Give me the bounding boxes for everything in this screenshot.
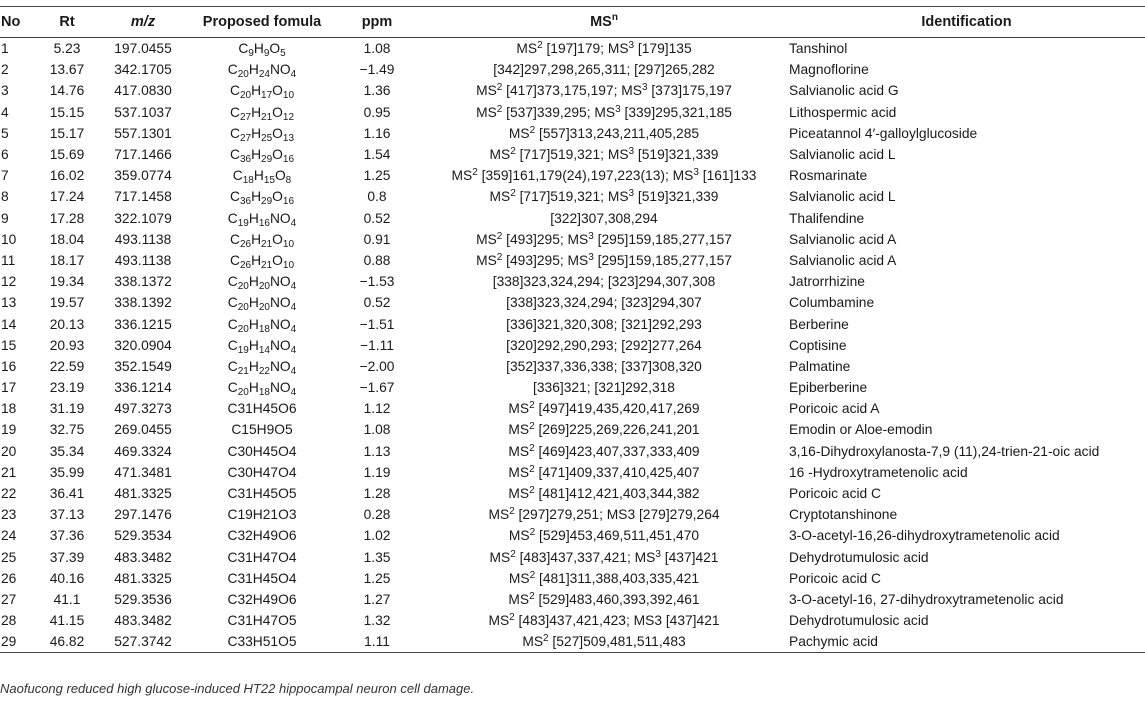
cell-formula: C33H51O5	[190, 631, 334, 653]
table-row	[0, 313, 1145, 334]
cell-formula: C31H45O6	[227, 401, 297, 417]
cell-rt: 19.57	[49, 295, 85, 311]
cell-mz: 529.3536	[114, 591, 172, 607]
cell-identification: Dehydrotumulosic acid	[789, 613, 929, 629]
cell-formula: C32H49O6	[227, 528, 297, 544]
cell-identification: Poricoic acid A	[789, 401, 880, 417]
cell-mz: 471.3481	[114, 464, 172, 480]
cell-rt: 18.04	[49, 231, 85, 247]
cell-formula: $C_{27}H_{21}O_{12}$	[229, 104, 295, 123]
table-row	[0, 186, 1145, 207]
cell-mz: 338.1372	[114, 274, 172, 290]
cell-mz: 481.3325	[114, 570, 172, 586]
cell-no: 19	[1, 422, 17, 438]
cell-ppm: 0.95	[363, 104, 391, 120]
cell-ppm: 0.52	[363, 295, 391, 311]
cell-ppm: −1.67	[359, 380, 395, 396]
table-row	[0, 377, 1145, 398]
cell-identification: Pachymic acid	[788, 631, 1145, 653]
cell-ppm: 1.12	[363, 401, 391, 417]
cell-msn: $MS^2$ [557]313,243,211,405,285	[508, 124, 700, 141]
cell-rt: 15.17	[49, 125, 85, 141]
cell-rt: 18.17	[49, 252, 85, 268]
cell-rt: 37.36	[49, 528, 85, 544]
cell-msn: $MS^2$ [483]437,421,423; MS3 [437]421	[488, 612, 720, 629]
table-row	[0, 38, 1145, 60]
cell-ppm: 1.36	[363, 83, 391, 99]
cell-ppm: −1.51	[359, 316, 395, 332]
cell-identification: Tanshinol	[789, 41, 848, 57]
cell-msn: $MS^2$ [493]295; $MS^3$ [295]159,185,277,157	[476, 230, 732, 247]
cell-mz: 493.1138	[114, 231, 172, 247]
cell-mz: 469.3324	[114, 443, 172, 459]
cell-no: 10	[1, 231, 17, 247]
cell-ppm: 1.13	[363, 443, 391, 459]
cell-ppm: 1.54	[363, 147, 391, 163]
cell-msn: $MS^2$ [481]412,421,403,344,382	[508, 485, 700, 502]
cell-no: 1	[1, 41, 9, 57]
cell-msn: $MS^2$ [493]295; $MS^3$ [295]159,185,277,157	[476, 251, 732, 268]
cell-no: 9	[1, 210, 9, 226]
cell-ppm: 1.08	[363, 41, 391, 57]
cell-identification: Rosmarinate	[789, 168, 868, 184]
header-msn-base: MS	[590, 14, 612, 30]
cell-ppm: 1.28	[363, 486, 391, 502]
cell-ppm: 1.35	[363, 549, 391, 565]
table-row	[0, 59, 1145, 80]
cell-no: 23	[1, 507, 17, 523]
table-row	[0, 547, 1145, 568]
table-row	[0, 441, 1145, 462]
cell-ppm: 1.11	[334, 631, 420, 653]
header-rt: Rt	[38, 7, 96, 38]
cell-formula: C32H49O6	[227, 591, 297, 607]
table-row	[0, 610, 1145, 631]
cell-no: 14	[1, 316, 17, 332]
cell-formula: $C_9H_9O_5$	[238, 41, 286, 60]
cell-identification: 3-O-acetyl-16, 27-dihydroxytrametenolic acid	[789, 591, 1064, 607]
cell-formula: C31H47O5	[227, 613, 297, 629]
cell-formula: C30H45O4	[227, 443, 297, 459]
cell-no: 22	[1, 486, 17, 502]
cell-formula: $C_{20}H_{20}NO_4$	[227, 274, 297, 293]
cell-rt: 15.15	[49, 104, 85, 120]
table-row	[0, 292, 1145, 313]
cell-rt: 40.16	[49, 570, 85, 586]
cell-msn: [322]307,308,294	[550, 210, 658, 226]
table-row	[0, 123, 1145, 144]
header-ppm: ppm	[334, 7, 420, 38]
cell-identification: 3,16-Dihydroxylanosta-7,9 (11),24-trien-21-oic acid	[789, 443, 1100, 459]
cell-msn: $MS^2$ [529]483,460,393,392,461	[508, 590, 700, 607]
cell-rt: 5.23	[53, 41, 81, 57]
cell-msn: $MS^2$ [483]437,337,421; $MS^3$ [437]421	[489, 548, 719, 565]
cell-formula: C15H9O5	[231, 422, 293, 438]
cell-identification: Poricoic acid C	[789, 570, 882, 586]
cell-mz: 297.1476	[114, 507, 172, 523]
cell-formula: $C_{26}H_{21}O_{10}$	[229, 231, 295, 250]
cell-identification: Lithospermic acid	[789, 104, 897, 120]
cell-ppm: 1.25	[363, 570, 391, 586]
cell-rt: 13.67	[49, 62, 85, 78]
table-row	[0, 483, 1145, 504]
cell-rt: 17.28	[49, 210, 85, 226]
table-row	[0, 631, 1145, 653]
header-msn	[420, 7, 788, 38]
cell-rt: 17.24	[49, 189, 85, 205]
cell-no: 25	[1, 549, 17, 565]
cell-no: 16	[1, 358, 17, 374]
cell-formula: $C_{20}H_{24}NO_4$	[227, 62, 297, 81]
table-row	[0, 589, 1145, 610]
cell-ppm: 1.25	[363, 168, 391, 184]
cell-msn: $MS^2$ [481]311,388,403,335,421	[508, 569, 700, 586]
cell-ppm: 0.52	[363, 210, 391, 226]
cell-identification: Poricoic acid C	[789, 486, 882, 502]
cell-rt: 32.75	[49, 422, 85, 438]
cell-ppm: 1.02	[363, 528, 391, 544]
table-row	[0, 229, 1145, 250]
cell-formula: $C_{20}H_{18}NO_4$	[227, 316, 297, 335]
header-identification: Identification	[788, 7, 1145, 38]
cell-identification: Salvianolic acid A	[789, 252, 897, 268]
cell-msn: $MS^2$ [417]373,175,197; $MS^3$ [373]175,197	[476, 82, 732, 99]
cell-mz: 557.1301	[114, 125, 172, 141]
cell-identification: Dehydrotumulosic acid	[789, 549, 929, 565]
cell-ppm: 1.19	[363, 464, 391, 480]
table-row	[0, 568, 1145, 589]
table-row	[0, 335, 1145, 356]
cell-no: 18	[1, 401, 17, 417]
table-row	[0, 250, 1145, 271]
cell-ppm: −1.53	[359, 274, 395, 290]
cell-msn: $MS^2$ [497]419,435,420,417,269	[508, 400, 700, 417]
cell-no: 29	[0, 631, 38, 653]
cell-ppm: −2.00	[359, 358, 395, 374]
cell-rt: 46.82	[38, 631, 96, 653]
cell-formula: $C_{20}H_{18}NO_4$	[227, 380, 297, 399]
cell-ppm: 0.91	[363, 231, 391, 247]
cell-no: 12	[1, 274, 17, 290]
cell-identification: Palmatine	[789, 358, 851, 374]
cell-identification: Salvianolic acid L	[789, 189, 896, 205]
header-formula: Proposed fomula	[190, 7, 334, 38]
table-row	[0, 504, 1145, 525]
cell-mz: 197.0455	[114, 41, 172, 57]
cell-msn: [342]297,298,265,311; [297]265,282	[493, 62, 715, 78]
cell-msn: $MS^2$ [527]509,481,511,483	[420, 631, 788, 653]
cell-no: 2	[1, 62, 9, 78]
header-no: No	[0, 7, 38, 38]
cell-msn: $MS^2$ [537]339,295; $MS^3$ [339]295,321,185	[476, 103, 732, 120]
cell-no: 11	[1, 252, 16, 268]
table-body	[0, 38, 1145, 653]
table-header	[0, 7, 1145, 38]
cell-msn: [320]292,290,293; [292]277,264	[506, 337, 702, 353]
cell-rt: 31.19	[49, 401, 85, 417]
cell-no: 13	[1, 295, 17, 311]
cell-no: 7	[1, 168, 9, 184]
cell-mz: 537.1037	[114, 104, 172, 120]
cell-formula: $C_{18}H_{15}O_8$	[232, 168, 292, 187]
cell-msn: [338]323,324,294; [323]294,307	[506, 295, 702, 311]
cell-identification: 3-O-acetyl-16,26-dihydroxytrametenolic acid	[789, 528, 1060, 544]
cell-no: 17	[1, 380, 17, 396]
header-msn-sup: n	[611, 12, 618, 23]
cell-rt: 20.13	[49, 316, 85, 332]
cell-ppm: 1.27	[363, 591, 391, 607]
cell-formula: $C_{36}H_{29}O_{16}$	[229, 189, 295, 208]
cell-msn: $MS^2$ [269]225,269,226,241,201	[508, 421, 700, 438]
cell-formula: $C_{36}H_{29}O_{16}$	[229, 147, 295, 166]
cell-ppm: 0.88	[363, 252, 391, 268]
cell-identification: Emodin or Aloe-emodin	[789, 422, 933, 438]
cell-msn: $MS^2$ [717]519,321; $MS^3$ [519]321,339	[489, 146, 719, 163]
cell-no: 20	[1, 443, 17, 459]
cell-mz: 481.3325	[114, 486, 172, 502]
cell-mz: 527.3742	[96, 631, 190, 653]
cell-rt: 15.69	[49, 147, 85, 163]
cell-mz: 529.3534	[114, 528, 172, 544]
cell-identification: Salvianolic acid L	[789, 147, 896, 163]
cell-formula: C19H21O3	[227, 507, 297, 523]
cell-formula: C30H47O4	[227, 464, 297, 480]
table-caption: Naofucong reduced high glucose-induced HT22 hippocampal neuron cell damage.	[0, 681, 475, 696]
cell-rt: 19.34	[49, 274, 85, 290]
cell-msn: [336]321,320,308; [321]292,293	[506, 316, 702, 332]
cell-no: 3	[1, 83, 9, 99]
cell-mz: 717.1458	[114, 189, 172, 205]
ms-identification-table	[0, 6, 1145, 653]
cell-ppm: 0.28	[363, 507, 391, 523]
cell-mz: 322.1079	[114, 210, 172, 226]
cell-msn: $MS^2$ [359]161,179(24),197,223(13); $MS^3$ [161]133	[451, 167, 757, 184]
cell-rt: 14.76	[49, 83, 85, 99]
cell-rt: 35.34	[49, 443, 85, 459]
cell-formula: $C_{27}H_{25}O_{13}$	[229, 125, 295, 144]
cell-rt: 22.59	[49, 358, 85, 374]
cell-ppm: −1.11	[360, 337, 394, 353]
cell-mz: 483.3482	[114, 613, 172, 629]
cell-identification: Berberine	[789, 316, 849, 332]
cell-mz: 497.3273	[114, 401, 172, 417]
table-row	[0, 102, 1145, 123]
table-row	[0, 462, 1145, 483]
cell-mz: 342.1705	[114, 62, 172, 78]
table-row	[0, 419, 1145, 440]
table-row	[0, 525, 1145, 546]
cell-msn: $MS^2$ [197]179; $MS^3$ [179]135	[516, 40, 692, 57]
cell-ppm: −1.49	[359, 62, 395, 78]
cell-formula: C31H45O4	[227, 570, 297, 586]
cell-identification: 16 -Hydroxytrametenolic acid	[789, 464, 968, 480]
cell-mz: 338.1392	[114, 295, 172, 311]
cell-identification: Piceatannol 4′-galloylglucoside	[789, 125, 978, 141]
cell-mz: 359.0774	[114, 168, 172, 184]
cell-msn: $MS^2$ [471]409,337,410,425,407	[508, 463, 700, 480]
cell-no: 4	[1, 104, 9, 120]
cell-msn: [338]323,324,294; [323]294,307,308	[492, 274, 716, 290]
cell-formula: $C_{19}H_{16}NO_4$	[227, 210, 297, 229]
cell-rt: 20.93	[49, 337, 85, 353]
cell-formula: $C_{20}H_{17}O_{10}$	[229, 83, 295, 102]
cell-mz: 483.3482	[114, 549, 172, 565]
cell-ppm: 1.08	[363, 422, 391, 438]
table-row	[0, 144, 1145, 165]
cell-rt: 41.1	[53, 591, 81, 607]
cell-no: 5	[1, 125, 9, 141]
cell-rt: 37.13	[49, 507, 85, 523]
cell-no: 15	[1, 337, 17, 353]
cell-no: 26	[1, 570, 17, 586]
cell-no: 28	[1, 613, 17, 629]
cell-mz: 336.1214	[114, 380, 172, 396]
cell-mz: 336.1215	[114, 316, 172, 332]
cell-rt: 23.19	[49, 380, 85, 396]
cell-identification: Thalifendine	[789, 210, 865, 226]
cell-mz: 352.1549	[114, 358, 172, 374]
cell-identification: Cryptotanshinone	[789, 507, 898, 523]
cell-mz: 269.0455	[114, 422, 172, 438]
table-row	[0, 398, 1145, 419]
cell-ppm: 0.8	[367, 189, 387, 205]
cell-identification: Jatrorrhizine	[789, 274, 865, 290]
cell-identification: Columbamine	[789, 295, 875, 311]
cell-mz: 320.0904	[114, 337, 172, 353]
cell-rt: 35.99	[49, 464, 85, 480]
header-mz: m/z	[96, 7, 190, 38]
table-row	[0, 271, 1145, 292]
cell-ppm: 1.32	[363, 613, 391, 629]
cell-no: 6	[1, 147, 9, 163]
cell-rt: 16.02	[49, 168, 85, 184]
cell-formula: C31H47O4	[227, 549, 297, 565]
cell-no: 8	[1, 189, 9, 205]
table-row	[0, 165, 1145, 186]
cell-msn: $MS^2$ [297]279,251; MS3 [279]279,264	[488, 506, 720, 523]
cell-msn: [352]337,336,338; [337]308,320	[506, 358, 702, 374]
cell-msn: $MS^2$ [717]519,321; $MS^3$ [519]321,339	[489, 188, 719, 205]
cell-no: 24	[1, 528, 17, 544]
cell-rt: 37.39	[49, 549, 85, 565]
cell-msn: [336]321; [321]292,318	[533, 380, 675, 396]
header-row	[0, 7, 1145, 38]
cell-identification: Coptisine	[789, 337, 847, 353]
cell-formula: C31H45O5	[227, 486, 297, 502]
cell-mz: 417.0830	[114, 83, 172, 99]
cell-ppm: 1.16	[363, 125, 391, 141]
cell-mz: 493.1138	[114, 252, 172, 268]
cell-formula: $C_{21}H_{22}NO_4$	[227, 358, 297, 377]
cell-no: 21	[1, 464, 17, 480]
cell-identification: Salvianolic acid A	[789, 231, 897, 247]
cell-formula: $C_{26}H_{21}O_{10}$	[229, 252, 295, 271]
cell-formula: $C_{20}H_{20}NO_4$	[227, 295, 297, 314]
cell-rt: 41.15	[49, 613, 85, 629]
table-row	[0, 356, 1145, 377]
cell-rt: 36.41	[49, 486, 85, 502]
table-row	[0, 80, 1145, 101]
cell-identification: Magnoflorine	[789, 62, 869, 78]
cell-no: 27	[1, 591, 17, 607]
cell-msn: $MS^2$ [529]453,469,511,451,470	[508, 527, 700, 544]
cell-formula: $C_{19}H_{14}NO_4$	[227, 337, 297, 356]
table-row	[0, 208, 1145, 229]
cell-mz: 717.1466	[114, 147, 172, 163]
cell-identification: Salvianolic acid G	[789, 83, 899, 99]
cell-msn: $MS^2$ [469]423,407,337,333,409	[508, 442, 700, 459]
cell-identification: Epiberberine	[789, 380, 868, 396]
